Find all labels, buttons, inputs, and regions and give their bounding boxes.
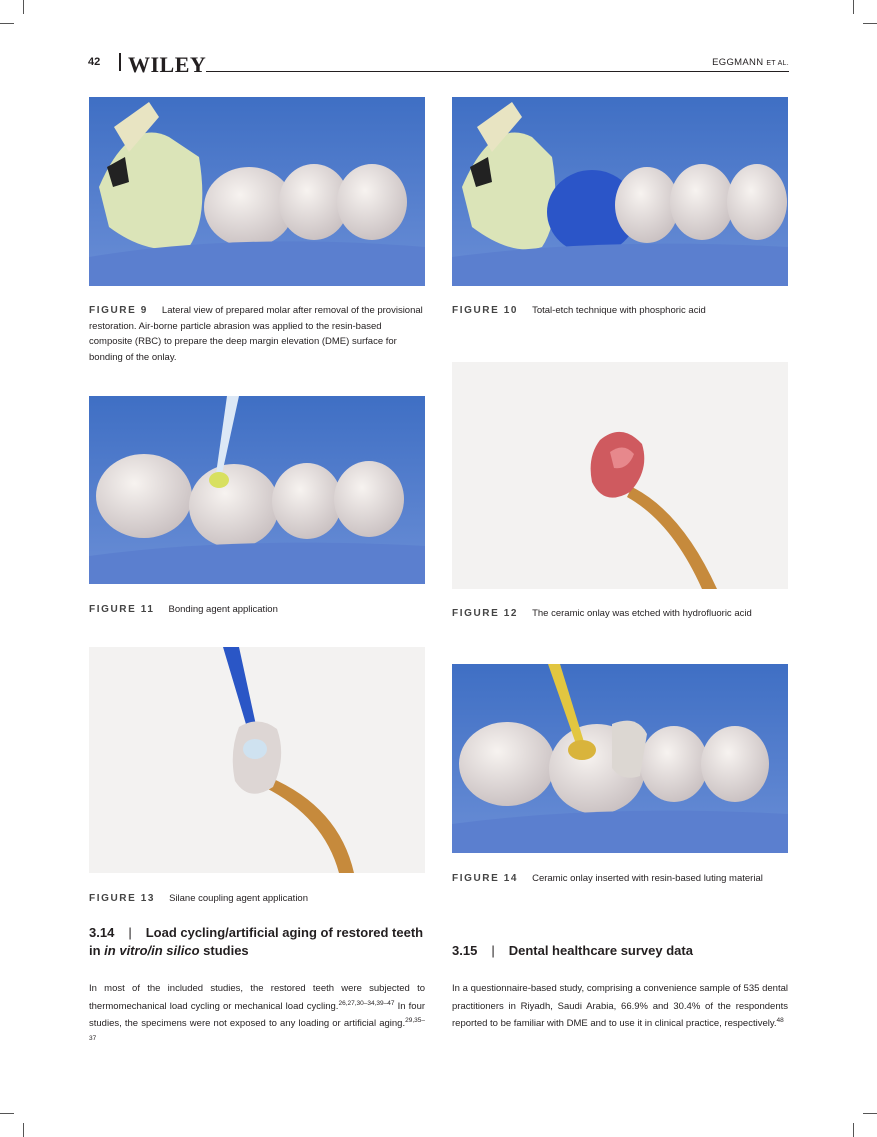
figure-13-caption: FIGURE 13 Silane coupling agent application	[89, 893, 309, 904]
figure-10-photo	[452, 97, 788, 286]
figure-9-caption: FIGURE 9 Lateral view of prepared molar after removal of the provisional restoration. Air-borne particle abrasion was applied to the resin-based composite (RBC) to prepare the deep margin elevation (DME) surface for bonding of the onlay.	[89, 305, 423, 363]
figure-11-photo	[89, 396, 425, 584]
figure-10-caption: FIGURE 10 Total-etch technique with phosphoric acid	[452, 305, 706, 316]
page-number: 42	[88, 56, 101, 68]
crop-mark	[23, 1123, 24, 1137]
crop-mark	[853, 1123, 854, 1137]
section-3-14-heading: 3.14 | Load cycling/artificial aging of restored teeth in in vitro/in silico studies	[89, 925, 424, 958]
crop-mark	[0, 23, 14, 24]
crop-mark	[853, 0, 854, 14]
figure-14-caption: FIGURE 14 Ceramic onlay inserted with resin-based luting material	[452, 873, 763, 884]
section-3-15-heading: 3.15 | Dental healthcare survey data	[452, 943, 693, 958]
figure-12-caption: FIGURE 12 The ceramic onlay was etched with hydrofluoric acid	[452, 608, 752, 619]
header-divider	[119, 53, 121, 71]
figure-9-photo	[89, 97, 425, 286]
publisher-logo: WILEY	[128, 52, 207, 77]
running-authors: EGGMANN ET AL.	[712, 57, 789, 68]
crop-mark	[863, 1113, 877, 1114]
crop-mark	[863, 23, 877, 24]
figure-11-caption: FIGURE 11 Bonding agent application	[89, 604, 278, 615]
figure-14-photo	[452, 664, 788, 853]
figure-13-photo	[89, 647, 425, 873]
crop-mark	[23, 0, 24, 14]
header-rule	[206, 71, 789, 72]
section-3-15-body: In a questionnaire-based study, comprising a convenience sample of 535 dental practitioners in Riyadh, Saudi Arabia, 66.9% and 30.4% of the respondents reported to be familiar with DME and to use it in clinical practice, respectively.$^{48}$	[452, 983, 788, 1029]
figure-12-photo	[452, 362, 788, 589]
crop-mark	[0, 1113, 14, 1114]
section-3-14-body: In most of the included studies, the restored teeth were subjected to thermomechanical load cycling or mechanical load cycling.$^{26,27,30-34,39-47}$ In four studies, the specimens were not exposed to any loading or artificial aging.$^{29,35-37}$	[89, 983, 426, 1042]
